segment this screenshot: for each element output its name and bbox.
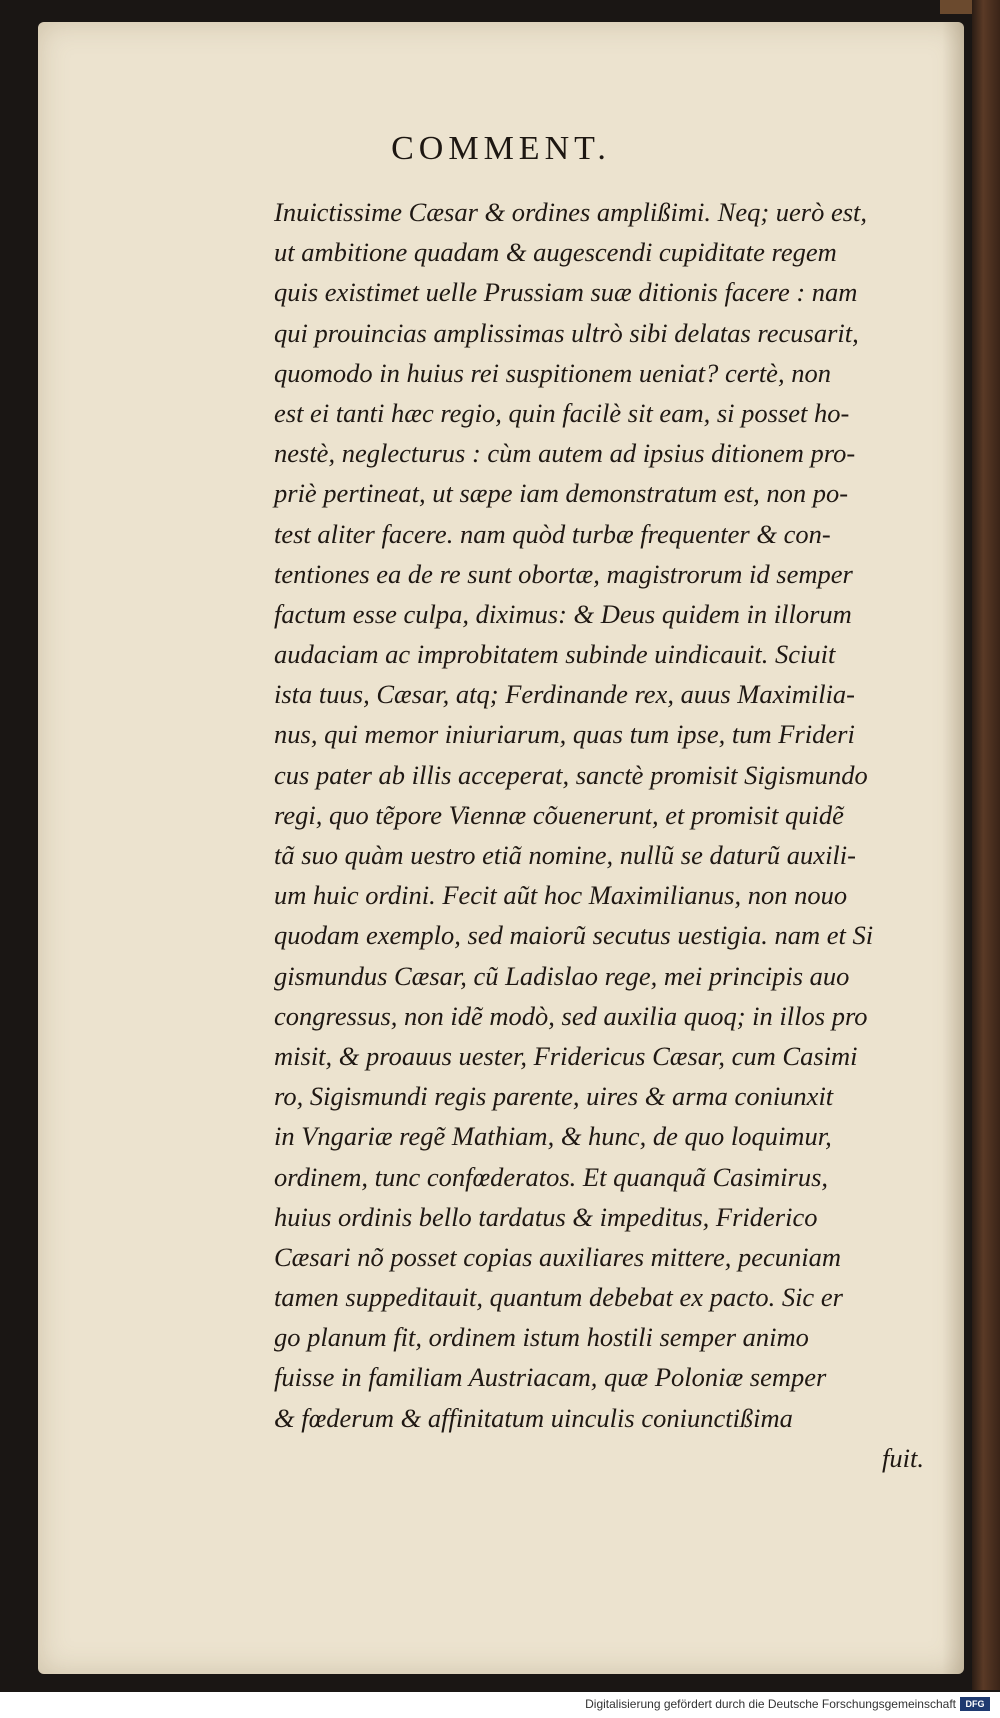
text-line: tamen suppeditauit, quantum debebat ex pacto. Sic er	[274, 1282, 843, 1313]
text-line: fuisse in familiam Austriacam, quæ Poloniæ semper	[274, 1362, 827, 1393]
text-line: Cæsari nõ posset copias auxiliares mittere, pecuniam	[274, 1241, 842, 1272]
text-line: ordinem, tunc confœderatos. Et quanquã Casimirus,	[274, 1161, 829, 1192]
text-line: tã suo quàm uestro etiã nomine, nullũ se daturũ auxili-	[274, 840, 856, 870]
text-line: nestè, neglecturus : cùm autem ad ipsius ditionem pro-	[274, 438, 856, 469]
digitization-credit: Digitalisierung gefördert durch die Deutsche Forschungsgemeinschaft	[585, 1697, 956, 1711]
text-line: gismundus Cæsar, cũ Ladislao rege, mei principis auo	[274, 960, 850, 991]
text-line: test aliter facere. nam quòd turbæ frequenter & con-	[274, 518, 831, 549]
text-line: Inuictissime Cæsar & ordines amplißimi. Neq; uerò est,	[274, 197, 868, 227]
text-line: congressus, non idẽ modò, sed auxilia quoq; in illos pro	[274, 1000, 868, 1031]
text-line: quomodo in huius rei suspitionem ueniat? certè, non	[274, 357, 831, 388]
text-line: factum esse culpa, diximus: & Deus quidem in illorum	[274, 598, 852, 629]
body-text	[274, 192, 964, 1478]
text-line: go planum fit, ordinem istum hostili semper animo	[274, 1322, 809, 1353]
text-line: misit, & proauus uester, Fridericus Cæsar, cum Casimi	[274, 1040, 858, 1071]
text-line: audaciam ac improbitatem subinde uindicauit. Sciuit	[274, 639, 836, 670]
text-line: quis existimet uelle Prussiam suæ ditionis facere : nam	[274, 277, 858, 308]
text-line: est ei tanti hæc regio, quin facilè sit eam, si posset ho-	[274, 397, 850, 428]
text-line: qui prouincias amplissimas ultrò sibi delatas recusarit,	[274, 317, 859, 348]
running-head: COMMENT.	[391, 130, 611, 167]
text-line: ut ambitione quadam & augescendi cupiditate regem	[274, 237, 837, 268]
text-line: huius ordinis bello tardatus & impeditus, Friderico	[274, 1201, 818, 1232]
text-line: priè pertineat, ut sæpe iam demonstratum est, non po-	[274, 478, 849, 509]
text-line: um huic ordini. Fecit aũt hoc Maximilianus, non nouo	[274, 880, 848, 911]
book-binding-edge	[972, 0, 1000, 1690]
text-line: regi, quo tẽpore Viennæ cõuenerunt, et promisit quidẽ	[274, 799, 844, 830]
text-line: fuit.	[882, 1442, 924, 1473]
book-page	[38, 22, 964, 1674]
text-line: in Vngariæ regẽ Mathiam, & hunc, de quo loquimur,	[274, 1121, 832, 1152]
text-line: ista tuus, Cæsar, atq; Ferdinande rex, auus Maximilia-	[274, 679, 856, 710]
text-line: nus, qui memor iniuriarum, quas tum ipse, tum Frideri	[274, 719, 855, 750]
text-line: quodam exemplo, sed maiorũ secutus uestigia. nam et Si	[274, 920, 874, 951]
text-line: cus pater ab illis acceperat, sanctè promisit Sigismundo	[274, 759, 868, 790]
text-line: ro, Sigismundi regis parente, uires & arma coniunxit	[274, 1081, 834, 1112]
text-line: tentiones ea de re sunt obortæ, magistrorum id semper	[274, 558, 853, 589]
text-line: & fœderum & affinitatum uinculis coniunctißima	[274, 1402, 793, 1433]
dfg-logo: DFG	[960, 1697, 990, 1711]
